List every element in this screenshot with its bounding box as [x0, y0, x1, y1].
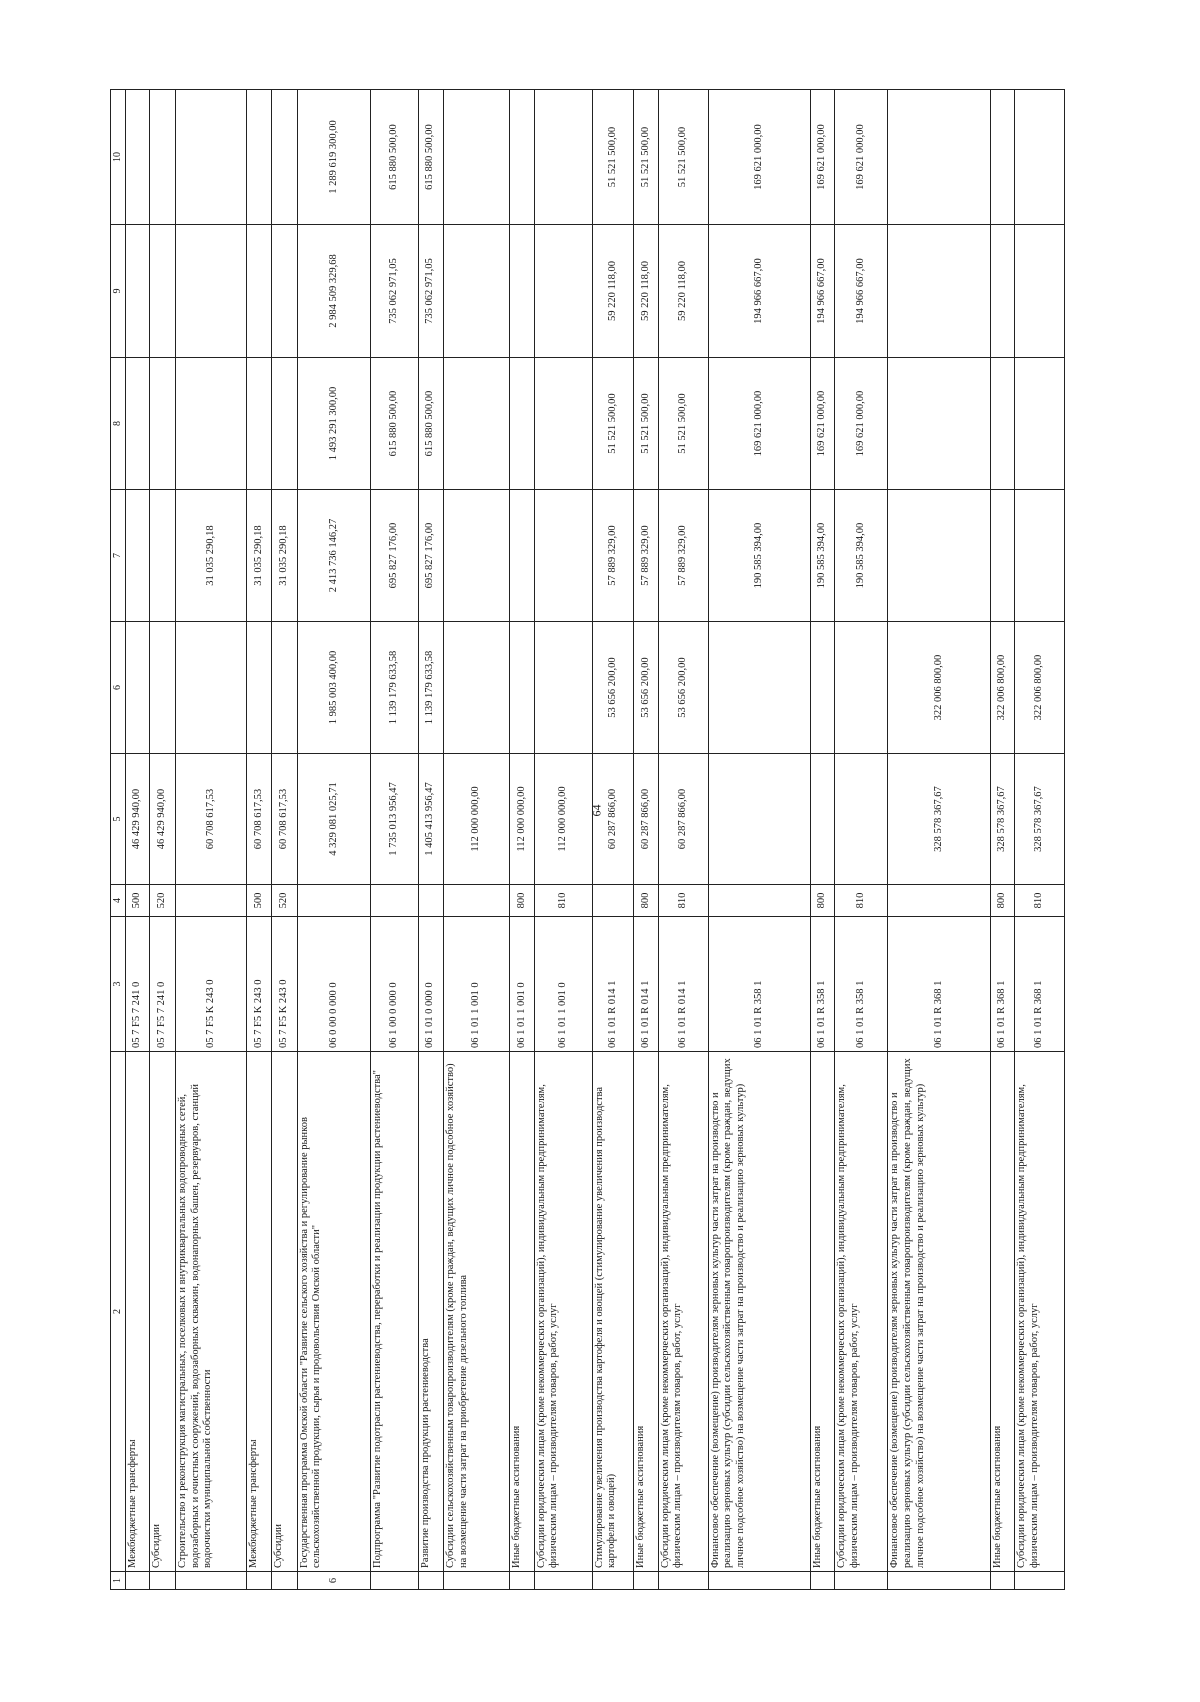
table-row — [418, 90, 444, 1590]
header-row — [111, 90, 126, 1590]
value-col-6 — [835, 622, 888, 754]
row-kvr — [708, 885, 810, 917]
row-name: Иные бюджетные ассигнования — [634, 1052, 658, 1572]
value-col-6 — [708, 622, 810, 754]
row-number — [272, 1572, 298, 1590]
table-row — [126, 90, 150, 1590]
value-col-6: 322 006 800,00 — [888, 622, 990, 754]
value-col-5: 328 578 367,67 — [888, 754, 990, 885]
value-col-9 — [990, 225, 1014, 358]
value-col-6 — [272, 622, 298, 754]
value-col-7 — [444, 490, 510, 622]
row-kvr: 500 — [246, 885, 272, 917]
row-kvr: 800 — [990, 885, 1014, 917]
value-col-7: 2 413 736 146,27 — [297, 490, 370, 622]
value-col-5: 46 429 940,00 — [126, 754, 150, 885]
value-col-5: 60 708 617,53 — [175, 754, 246, 885]
row-kvr — [418, 885, 444, 917]
value-col-5: 46 429 940,00 — [150, 754, 176, 885]
row-number — [888, 1572, 990, 1590]
value-col-10 — [175, 90, 246, 225]
value-col-5: 1 735 013 956,47 — [370, 754, 418, 885]
row-name: Субсидии юридическим лицам (кроме некоммерческих организаций), индивидуальным предпринимателям, физическим лицам – производителям товаров, работ, услуг — [835, 1052, 888, 1572]
table-row — [634, 90, 658, 1590]
table-row — [444, 90, 510, 1590]
row-code: 06 1 01 R 014 1 — [658, 917, 708, 1052]
value-col-6: 53 656 200,00 — [634, 622, 658, 754]
value-col-10 — [510, 90, 534, 225]
row-code: 06 1 01 R 368 1 — [888, 917, 990, 1052]
value-col-7 — [888, 490, 990, 622]
row-number — [444, 1572, 510, 1590]
value-col-10 — [126, 90, 150, 225]
row-name: Субсидии сельскохозяйственным товаропроизводителям (кроме граждан, ведущих личное подсобное хозяйство) на возмещение части затрат на приобретение дизельного топлива — [444, 1052, 510, 1572]
value-col-6: 1 985 003 400,00 — [297, 622, 370, 754]
table-row — [708, 90, 810, 1590]
row-kvr — [297, 885, 370, 917]
value-col-5: 328 578 367,67 — [990, 754, 1014, 885]
row-number: 6 — [297, 1572, 370, 1590]
value-col-5: 60 287 866,00 — [634, 754, 658, 885]
value-col-7: 31 035 290,18 — [175, 490, 246, 622]
value-col-10 — [444, 90, 510, 225]
value-col-9: 2 984 509 329,68 — [297, 225, 370, 358]
row-name: Финансовое обеспечение (возмещение) производителям зерновых культур части затрат на производство и реализацию зерновых культур (субсидии сельскохозяйственным товаропроизводителям (кроме граждан, ведущих личное подсобное хозяйство) на возмещение части затрат на производство и реализацию зерновых культур) — [888, 1052, 990, 1572]
value-col-9: 59 220 118,00 — [658, 225, 708, 358]
row-name: Субсидии юридическим лицам (кроме некоммерческих организаций), индивидуальным предпринимателям, физическим лицам – производителям товаров, работ, услуг — [658, 1052, 708, 1572]
row-number — [835, 1572, 888, 1590]
row-name: Субсидии — [272, 1052, 298, 1572]
value-col-5: 112 000 000,00 — [444, 754, 510, 885]
table-row — [1014, 90, 1064, 1590]
value-col-9: 194 966 667,00 — [835, 225, 888, 358]
value-col-7: 57 889 329,00 — [634, 490, 658, 622]
value-col-8: 615 880 500,00 — [370, 358, 418, 490]
value-col-8: 169 621 000,00 — [810, 358, 834, 490]
value-col-8: 169 621 000,00 — [835, 358, 888, 490]
row-kvr — [175, 885, 246, 917]
value-col-6: 322 006 800,00 — [1014, 622, 1064, 754]
value-col-7 — [990, 490, 1014, 622]
row-code: 06 1 01 R 358 1 — [810, 917, 834, 1052]
value-col-6 — [175, 622, 246, 754]
row-code: 05 7 F5 K 243 0 — [246, 917, 272, 1052]
value-col-9 — [510, 225, 534, 358]
value-col-6 — [444, 622, 510, 754]
table-row — [370, 90, 418, 1590]
value-col-10 — [990, 90, 1014, 225]
row-number — [810, 1572, 834, 1590]
value-col-9: 735 062 971,05 — [370, 225, 418, 358]
value-col-7 — [126, 490, 150, 622]
value-col-8: 169 621 000,00 — [708, 358, 810, 490]
row-kvr — [888, 885, 990, 917]
value-col-10: 169 621 000,00 — [810, 90, 834, 225]
row-kvr: 800 — [510, 885, 534, 917]
row-name: Иные бюджетные ассигнования — [810, 1052, 834, 1572]
table-row — [150, 90, 176, 1590]
value-col-5 — [708, 754, 810, 885]
row-kvr: 810 — [658, 885, 708, 917]
value-col-5: 60 708 617,53 — [246, 754, 272, 885]
header-cell: 5 — [111, 754, 126, 885]
value-col-10: 169 621 000,00 — [835, 90, 888, 225]
row-name: Развитие производства продукции растениеводства — [418, 1052, 444, 1572]
value-col-7: 31 035 290,18 — [272, 490, 298, 622]
value-col-10 — [246, 90, 272, 225]
value-col-7: 190 585 394,00 — [810, 490, 834, 622]
value-col-7: 695 827 176,00 — [370, 490, 418, 622]
table-row — [272, 90, 298, 1590]
value-col-8 — [175, 358, 246, 490]
value-col-6: 53 656 200,00 — [658, 622, 708, 754]
table-row — [810, 90, 834, 1590]
value-col-5 — [810, 754, 834, 885]
value-col-9 — [444, 225, 510, 358]
row-code: 06 0 00 0 000 0 — [297, 917, 370, 1052]
budget-table — [110, 89, 1065, 1590]
header-cell: 9 — [111, 225, 126, 358]
row-number — [534, 1572, 592, 1590]
value-col-7: 190 585 394,00 — [708, 490, 810, 622]
value-col-7 — [510, 490, 534, 622]
value-col-10: 1 289 619 300,00 — [297, 90, 370, 225]
value-col-6 — [810, 622, 834, 754]
value-col-5: 112 000 000,00 — [510, 754, 534, 885]
row-number — [370, 1572, 418, 1590]
row-number — [510, 1572, 534, 1590]
row-code: 05 7 F5 K 243 0 — [175, 917, 246, 1052]
row-name: Субсидии юридическим лицам (кроме некоммерческих организаций), индивидуальным предпринимателям, физическим лицам – производителям товаров, работ, услуг — [1014, 1052, 1064, 1572]
row-name: Строительство и реконструкция магистральных, поселковых и внутриквартальных водопроводных сетей, водозаборных и очистных сооружений, водозаборных скважин, водонапорных башен, резервуаров, станций водоочистки муниципальной собственности — [175, 1052, 246, 1572]
value-col-10 — [150, 90, 176, 225]
value-col-10 — [534, 90, 592, 225]
table-row — [658, 90, 708, 1590]
value-col-10: 51 521 500,00 — [592, 90, 634, 225]
value-col-10: 51 521 500,00 — [658, 90, 708, 225]
row-name: Стимулирование увеличения производства картофеля и овощей (стимулирование увеличения производства картофеля и овощей) — [592, 1052, 634, 1572]
row-code: 06 1 01 R 368 1 — [1014, 917, 1064, 1052]
row-code: 05 7 F5 7 241 0 — [150, 917, 176, 1052]
row-code: 05 7 F5 K 243 0 — [272, 917, 298, 1052]
budget-table-rotated — [110, 90, 1065, 1590]
row-code: 06 1 00 0 000 0 — [370, 917, 418, 1052]
table-row — [888, 90, 990, 1590]
value-col-10 — [888, 90, 990, 225]
value-col-7: 31 035 290,18 — [246, 490, 272, 622]
row-name: Иные бюджетные ассигнования — [510, 1052, 534, 1572]
row-code: 06 1 01 R 358 1 — [835, 917, 888, 1052]
value-col-8 — [126, 358, 150, 490]
value-col-9 — [534, 225, 592, 358]
value-col-6: 1 139 179 633,58 — [418, 622, 444, 754]
value-col-9: 194 966 667,00 — [810, 225, 834, 358]
value-col-8: 51 521 500,00 — [592, 358, 634, 490]
value-col-8 — [444, 358, 510, 490]
value-col-10: 51 521 500,00 — [634, 90, 658, 225]
value-col-7: 190 585 394,00 — [835, 490, 888, 622]
value-col-9 — [888, 225, 990, 358]
row-number — [990, 1572, 1014, 1590]
value-col-7 — [1014, 490, 1064, 622]
value-col-5 — [835, 754, 888, 885]
value-col-5: 60 287 866,00 — [658, 754, 708, 885]
value-col-8: 51 521 500,00 — [634, 358, 658, 490]
row-number — [708, 1572, 810, 1590]
row-kvr: 800 — [810, 885, 834, 917]
value-col-5: 1 405 413 956,47 — [418, 754, 444, 885]
value-col-10: 169 621 000,00 — [708, 90, 810, 225]
value-col-6 — [246, 622, 272, 754]
value-col-8 — [272, 358, 298, 490]
header-cell: 3 — [111, 917, 126, 1052]
header-cell: 2 — [111, 1052, 126, 1572]
row-number — [634, 1572, 658, 1590]
row-name: Подпрограмма "Развитие подотрасли растениеводства, переработки и реализации продукции растениеводства" — [370, 1052, 418, 1572]
value-col-8 — [534, 358, 592, 490]
row-kvr: 520 — [272, 885, 298, 917]
value-col-7 — [534, 490, 592, 622]
row-number — [150, 1572, 176, 1590]
value-col-6 — [510, 622, 534, 754]
row-number — [1014, 1572, 1064, 1590]
value-col-9: 735 062 971,05 — [418, 225, 444, 358]
value-col-5: 328 578 367,67 — [1014, 754, 1064, 885]
row-code: 06 1 01 1 001 0 — [444, 917, 510, 1052]
value-col-9 — [272, 225, 298, 358]
value-col-7 — [150, 490, 176, 622]
row-code: 06 1 01 R 358 1 — [708, 917, 810, 1052]
value-col-7: 57 889 329,00 — [658, 490, 708, 622]
row-name: Финансовое обеспечение (возмещение) производителям зерновых культур части затрат на производство и реализацию зерновых культур (субсидии сельскохозяйственным товаропроизводителям (кроме граждан, ведущих личное подсобное хозяйство) на возмещение части затрат на производство и реализацию зерновых культур) — [708, 1052, 810, 1572]
header-cell: 4 — [111, 885, 126, 917]
value-col-9: 59 220 118,00 — [634, 225, 658, 358]
row-kvr — [444, 885, 510, 917]
row-kvr: 500 — [126, 885, 150, 917]
value-col-8 — [1014, 358, 1064, 490]
table-row — [175, 90, 246, 1590]
row-number — [418, 1572, 444, 1590]
row-number — [592, 1572, 634, 1590]
value-col-6 — [534, 622, 592, 754]
row-name: Субсидии юридическим лицам (кроме некоммерческих организаций), индивидуальным предпринимателям, физическим лицам – производителям товаров, работ, услуг — [534, 1052, 592, 1572]
row-kvr: 800 — [634, 885, 658, 917]
value-col-9 — [246, 225, 272, 358]
value-col-9 — [1014, 225, 1064, 358]
row-code: 06 1 01 R 014 1 — [592, 917, 634, 1052]
value-col-10 — [272, 90, 298, 225]
table-row — [246, 90, 272, 1590]
table-row — [534, 90, 592, 1590]
value-col-7: 695 827 176,00 — [418, 490, 444, 622]
value-col-6 — [126, 622, 150, 754]
value-col-8 — [510, 358, 534, 490]
row-code: 06 1 01 1 001 0 — [534, 917, 592, 1052]
value-col-8 — [150, 358, 176, 490]
header-cell: 1 — [111, 1572, 126, 1590]
row-kvr: 520 — [150, 885, 176, 917]
row-code: 06 1 01 0 000 0 — [418, 917, 444, 1052]
row-code: 06 1 01 R 014 1 — [634, 917, 658, 1052]
value-col-10 — [1014, 90, 1064, 225]
value-col-6: 53 656 200,00 — [592, 622, 634, 754]
row-name: Межбюджетные трансферты — [126, 1052, 150, 1572]
value-col-8 — [990, 358, 1014, 490]
row-number — [126, 1572, 150, 1590]
value-col-9 — [175, 225, 246, 358]
table-row — [990, 90, 1014, 1590]
row-name: Субсидии — [150, 1052, 176, 1572]
row-kvr — [592, 885, 634, 917]
row-code: 06 1 01 R 368 1 — [990, 917, 1014, 1052]
value-col-7: 57 889 329,00 — [592, 490, 634, 622]
row-number — [658, 1572, 708, 1590]
header-cell: 7 — [111, 490, 126, 622]
row-name: Межбюджетные трансферты — [246, 1052, 272, 1572]
row-kvr: 810 — [534, 885, 592, 917]
value-col-8: 615 880 500,00 — [418, 358, 444, 490]
value-col-5: 60 287 866,00 — [592, 754, 634, 885]
value-col-9: 194 966 667,00 — [708, 225, 810, 358]
table-row — [297, 90, 370, 1590]
value-col-6: 1 139 179 633,58 — [370, 622, 418, 754]
table-row — [835, 90, 888, 1590]
header-cell: 8 — [111, 358, 126, 490]
value-col-8 — [246, 358, 272, 490]
page-number: 64 — [589, 804, 604, 817]
value-col-8: 51 521 500,00 — [658, 358, 708, 490]
table-row — [510, 90, 534, 1590]
table-row — [592, 90, 634, 1590]
value-col-9 — [150, 225, 176, 358]
row-number — [175, 1572, 246, 1590]
value-col-10: 615 880 500,00 — [418, 90, 444, 225]
value-col-5: 60 708 617,53 — [272, 754, 298, 885]
value-col-10: 615 880 500,00 — [370, 90, 418, 225]
row-kvr: 810 — [835, 885, 888, 917]
value-col-5: 4 329 081 025,71 — [297, 754, 370, 885]
value-col-8 — [888, 358, 990, 490]
value-col-6: 322 006 800,00 — [990, 622, 1014, 754]
row-name: Государственная программа Омской области "Развитие сельского хозяйства и регулирование рынков сельскохозяйственной продукции, сырья и продовольствия Омской области" — [297, 1052, 370, 1572]
value-col-9: 59 220 118,00 — [592, 225, 634, 358]
value-col-9 — [126, 225, 150, 358]
row-kvr: 810 — [1014, 885, 1064, 917]
row-number — [246, 1572, 272, 1590]
header-cell: 6 — [111, 622, 126, 754]
row-code: 06 1 01 1 001 0 — [510, 917, 534, 1052]
value-col-8: 1 493 291 300,00 — [297, 358, 370, 490]
row-kvr — [370, 885, 418, 917]
value-col-6 — [150, 622, 176, 754]
row-code: 05 7 F5 7 241 0 — [126, 917, 150, 1052]
row-name: Иные бюджетные ассигнования — [990, 1052, 1014, 1572]
value-col-5: 112 000 000,00 — [534, 754, 592, 885]
header-cell: 10 — [111, 90, 126, 225]
